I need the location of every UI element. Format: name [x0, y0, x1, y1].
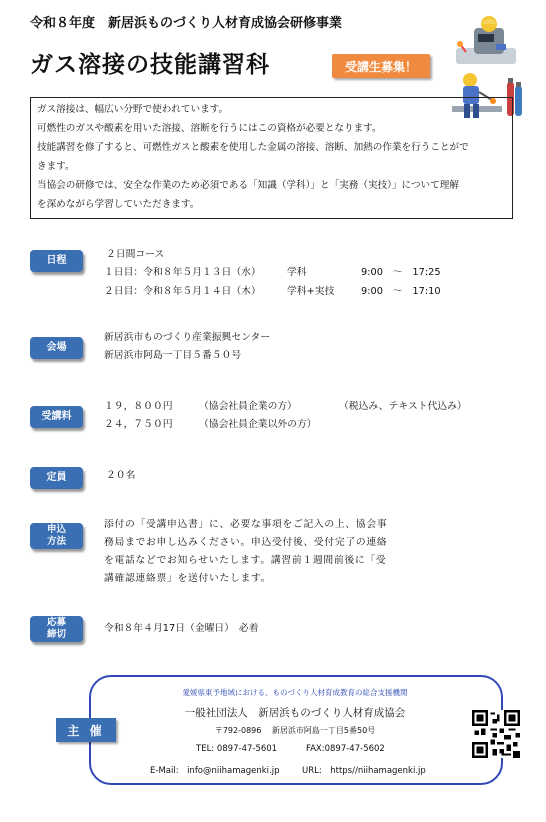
schedule-row-2 — [104, 283, 441, 301]
intro-line: 技能講習を修了すると、可燃性ガスと酸素を使用した金属の溶接、溶断、加熱の作業を行うことがで — [37, 142, 469, 153]
header-subtitle: 令和８年度 新居浜ものづくり人材育成協会研修事業 — [30, 16, 343, 31]
intro-box — [30, 97, 513, 219]
venue-address: 新居浜市阿島一丁目５番５０号 — [104, 350, 242, 361]
capacity-value: ２０名 — [106, 470, 136, 481]
schedule-subject: 学科+実技 — [287, 286, 335, 297]
intro-line: ガス溶接は、幅広い分野で使われています。 — [37, 104, 229, 115]
qr-code-icon[interactable] — [472, 710, 520, 758]
schedule-label: 日程 — [30, 250, 83, 272]
apply-text — [104, 516, 387, 588]
fee-row-2 — [104, 416, 317, 434]
intro-line: きます。 — [37, 161, 75, 172]
fee-row-1 — [104, 398, 467, 416]
recruit-badge: 受講生募集！ — [332, 54, 430, 78]
organizer-tagline: 愛媛県東予地域における、ものづくり人材育成教育の総合支援機関 — [182, 688, 408, 697]
capacity-label: 定員 — [30, 467, 83, 489]
page-title: ガス溶接の技能講習科 — [30, 52, 270, 78]
organizer-url: URL: https//niihamagenki.jp — [302, 766, 426, 776]
apply-label-line: 申込 — [46, 524, 66, 535]
organizer-tel: TEL: 0897-47-5601 — [196, 744, 278, 754]
fee-amount: ２４，７５０円 — [104, 419, 173, 430]
deadline-value: 令和８年４月17日（金曜日） 必着 — [104, 623, 259, 634]
apply-label — [30, 523, 83, 549]
apply-label-line: 方法 — [46, 536, 66, 547]
fee-label: 受講料 — [30, 406, 83, 428]
organizer-postal: 〒792-0896 新居浜市阿島一丁目5番50号 — [214, 726, 376, 735]
fee-note: （協会社員企業以外の方） — [199, 419, 317, 430]
schedule-course: ２日間コース — [106, 249, 165, 260]
deadline-label-line: 応募 — [46, 617, 66, 628]
fee-tax-note: （税込み、テキスト代込み） — [339, 401, 467, 412]
schedule-subject: 学科 — [287, 267, 307, 278]
venue-label: 会場 — [30, 337, 83, 359]
welder-mask-illustration — [452, 14, 520, 66]
schedule-time: 9:00 ～ 17:25 — [361, 267, 441, 278]
apply-line: 務局までお申し込みください。申込受付後、受付完了の連絡 — [104, 537, 388, 548]
schedule-day: １日目：令和８年５月１３日（水） — [104, 267, 261, 278]
intro-line: を深めながら学習していただきます。 — [37, 199, 200, 210]
organizer-email: E-Mail: info@niihamagenki.jp — [150, 766, 280, 776]
schedule-row-1 — [104, 264, 441, 282]
fee-amount: １９，８００円 — [104, 401, 173, 412]
schedule-day: ２日目：令和８年５月１４日（木） — [104, 286, 261, 297]
intro-line: 当協会の研修では、安全な作業のため必須である「知識（学科）」と「実務（実技）」について理解 — [37, 180, 459, 191]
schedule-time: 9:00 ～ 17:10 — [361, 286, 441, 297]
deadline-label — [30, 616, 83, 642]
fee-note: （協会社員企業の方） — [199, 401, 297, 412]
host-label: 主 催 — [56, 718, 116, 742]
venue-name: 新居浜市ものづくり産業振興センター — [104, 332, 271, 343]
organizer-fax: FAX:0897-47-5602 — [306, 744, 385, 754]
organizer-name: 一般社団法人 新居浜ものづくり人材育成協会 — [184, 707, 406, 719]
apply-line: を電話などでお知らせいたします。講習前１週間前後に「受 — [104, 555, 387, 566]
deadline-label-line: 締切 — [46, 629, 66, 640]
intro-line: 可燃性のガスや酸素を用いた溶接、溶断を行うにはこの資格が必要となります。 — [37, 123, 382, 134]
apply-line: 講確認連絡票」を送付いたします。 — [104, 573, 272, 584]
apply-line: 添付の「受講申込書」に、必要な事項をご記入の上、協会事 — [104, 519, 388, 530]
